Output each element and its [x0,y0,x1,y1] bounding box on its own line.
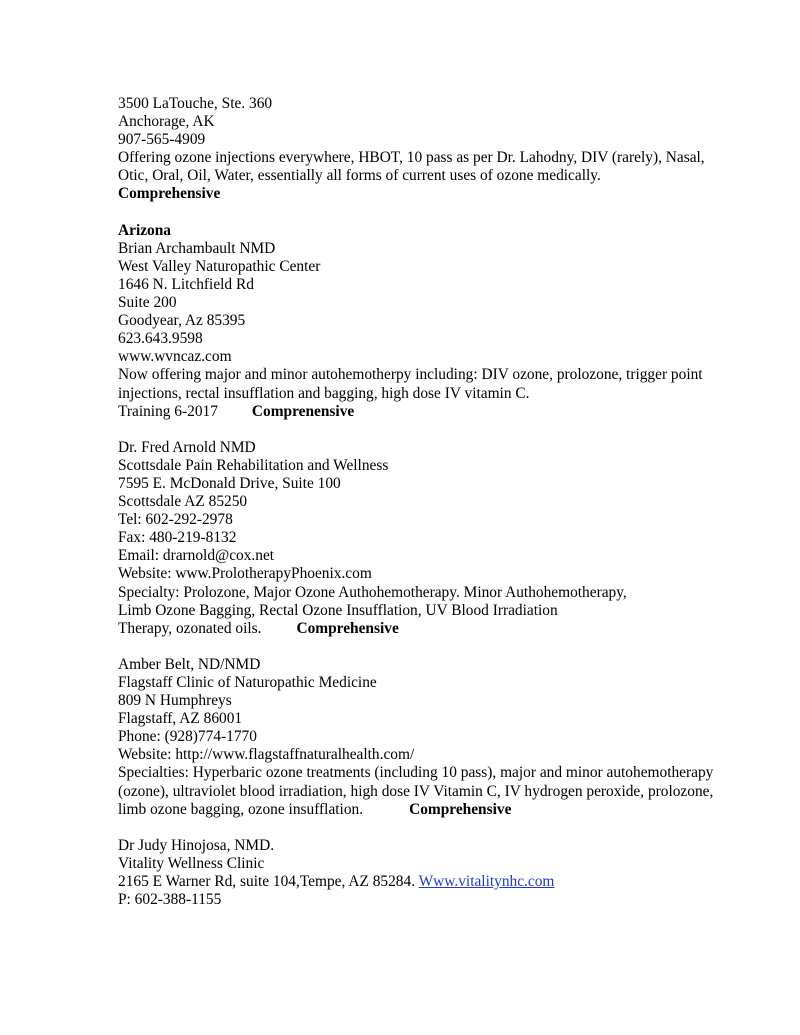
listing-city: Scottsdale AZ 85250 [118,493,248,511]
listing-description-end: limb ozone bagging, ozone insufflation. [118,800,364,818]
listing-website: Website: www.ProlotherapyPhoenix.com [118,565,372,583]
listing-rating: Comprehensive [296,619,399,637]
listing-description-line: Otic, Oral, Oil, Water, essentially all forms of current uses of ozone medically. [118,167,601,185]
listing-city: Goodyear, Az 85395 [118,312,246,330]
spacer [118,421,758,439]
listing-website: Website: http://www.flagstaffnaturalhealth.com/ [118,746,415,764]
listing-description-line: (ozone), ultraviolet blood irradiation, high dose IV Vitamin C, IV hydrogen peroxide, prolozone, [118,782,714,800]
website-link[interactable]: Www.vitalitynhc.com [418,873,555,891]
listing-clinic: Scottsdale Pain Rehabilitation and Wellness [118,456,389,474]
spacer [118,638,758,656]
listing-phone: Phone: (928)774-1770 [118,728,257,746]
listing-address-line [118,873,758,891]
listing-name: Dr Judy Hinojosa, NMD. [118,836,275,854]
listing-address: 7595 E. McDonald Drive, Suite 100 [118,474,341,492]
listing-description-line: Limb Ozone Bagging, Rectal Ozone Insufflation, UV Blood Irradiation [118,601,558,619]
listing-description-line [118,620,758,638]
spacer [118,819,758,837]
listing-arnold [118,439,758,638]
listing-suite: Suite 200 [118,294,177,312]
listing-name: Amber Belt, ND/NMD [118,655,261,673]
listing-name: Brian Archambault NMD [118,239,276,257]
listing-address: 809 N Humphreys [118,692,232,710]
listing-tel: Tel: 602-292-2978 [118,511,233,529]
state-heading: Arizona [118,221,172,239]
listing-training: Training 6-2017 [118,402,218,420]
listing-clinic: Flagstaff Clinic of Naturopathic Medicine [118,674,377,691]
spacer [118,204,758,222]
listing-archambault [118,240,758,421]
listing-clinic: West Valley Naturopathic Center [118,257,321,275]
listing-description-line: Offering ozone injections everywhere, HBOT, 10 pass as per Dr. Lahodny, DIV (rarely), Nasal, [118,149,705,167]
listing-name: Dr. Fred Arnold NMD [118,438,256,456]
listing-description-line: Now offering major and minor autohemotherpy including: DIV ozone, prolozone, trigger point [118,366,703,384]
listing-rating: Comprenensive [251,402,355,420]
listing-description-line: Specialties: Hyperbaric ozone treatments (including 10 pass), major and minor autohemotherapy [118,764,714,782]
document-page [118,95,758,909]
listing-city: Anchorage, AK [118,113,215,131]
listing-hinojosa [118,837,758,909]
listing-training-line [118,403,758,421]
listing-address: 2165 E Warner Rd, suite 104,Tempe, AZ 85284. [118,873,419,891]
listing-phone: P: 602-388-1155 [118,891,222,909]
listing-description-line: Specialty: Prolozone, Major Ozone Authohemotherapy. Minor Authohemotherapy, [118,583,627,601]
listing-phone: 623.643.9598 [118,330,203,348]
listing-description-line [118,801,758,819]
listing-address: 1646 N. Litchfield Rd [118,275,254,293]
listing-city: Flagstaff, AZ 86001 [118,710,243,728]
listing-fax: Fax: 480-219-8132 [118,529,237,547]
listing-rating: Comprehensive [409,800,512,818]
listing-rating: Comprehensive [118,185,221,203]
listing-clinic: Vitality Wellness Clinic [118,854,265,872]
listing-description-line: injections, rectal insufflation and bagging, high dose IV vitamin C. [118,384,530,402]
listing-address: 3500 LaTouche, Ste. 360 [118,95,273,112]
listing-website: www.wvncaz.com [118,348,232,366]
listing-belt [118,656,758,819]
listing-description-end: Therapy, ozonated oils. [118,619,262,637]
listing-email: Email: drarnold@cox.net [118,547,275,565]
listing-anchorage [118,95,758,204]
listing-phone: 907-565-4909 [118,131,206,149]
